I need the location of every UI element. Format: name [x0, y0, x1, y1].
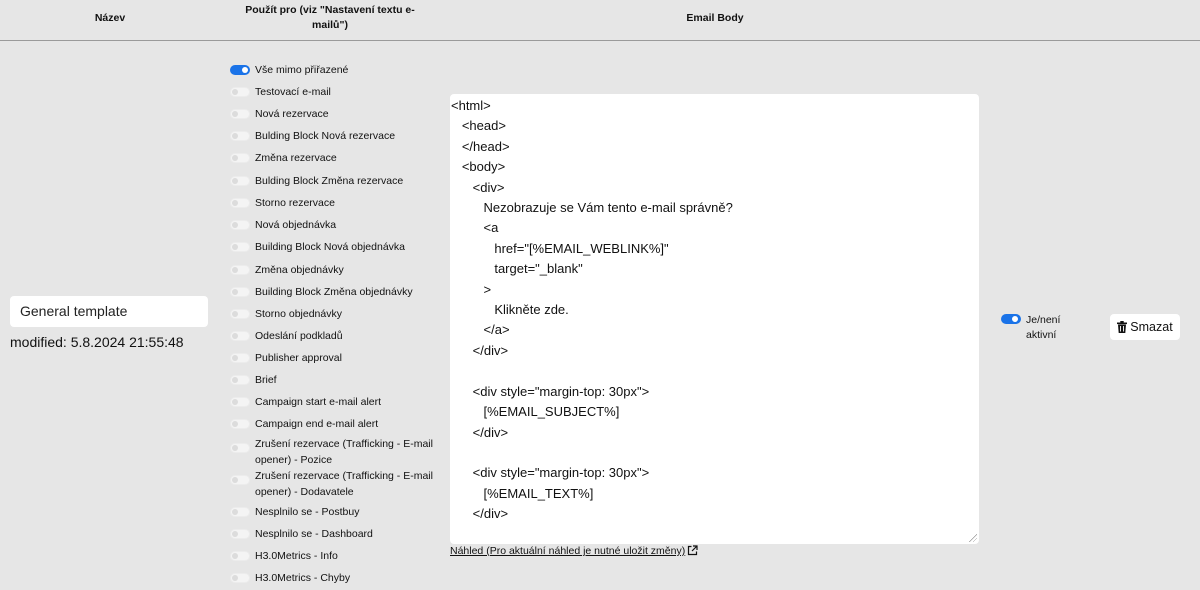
toggle-label: Building Block Nová objednávka	[255, 241, 406, 253]
toggle-switch[interactable]	[230, 419, 250, 429]
toggle-label: Odeslání podkladů	[255, 330, 343, 342]
toggle-label: Bulding Block Nová rezervace	[255, 130, 396, 142]
email-body-editor[interactable]	[450, 94, 979, 544]
toggle-label: Building Block Změna objednávky	[255, 286, 413, 298]
template-name-field[interactable]: General template	[10, 296, 208, 327]
toggle-switch[interactable]	[230, 242, 250, 252]
active-toggle-label: Je/není aktivní	[1026, 314, 1061, 341]
delete-button-label[interactable]: Smazat	[1130, 320, 1173, 334]
resize-handle[interactable]	[969, 534, 977, 542]
trash-icon	[1117, 316, 1127, 342]
active-switch[interactable]	[1001, 314, 1021, 324]
column-header-name: Název	[94, 12, 126, 24]
toggle-switch[interactable]	[230, 131, 250, 141]
preview-link[interactable]	[450, 545, 698, 559]
toggle-switch[interactable]	[230, 375, 250, 385]
toggle-label: Nesplnilo se - Dashboard	[255, 528, 373, 540]
toggle-label: Brief	[255, 374, 277, 386]
toggle-label: Zrušení rezervace (Trafficking - E-mail opener) - Pozice	[255, 438, 433, 466]
toggle-switch[interactable]	[230, 551, 250, 561]
toggle-switch[interactable]	[230, 573, 250, 583]
delete-button[interactable]	[1110, 314, 1180, 340]
toggle-switch[interactable]	[230, 87, 250, 97]
toggle-switch[interactable]	[230, 309, 250, 319]
toggle-label: Bulding Block Změna rezervace	[255, 175, 404, 187]
column-header-use-for: Použít pro (viz "Nastavení textu e-mailů")	[245, 4, 415, 31]
toggle-switch[interactable]	[230, 397, 250, 407]
toggle-label: Změna rezervace	[255, 152, 337, 164]
toggle-switch[interactable]	[230, 529, 250, 539]
toggle-switch[interactable]	[230, 176, 250, 186]
toggle-switch[interactable]	[230, 475, 250, 485]
toggle-switch[interactable]	[230, 153, 250, 163]
toggle-label: Campaign start e-mail alert	[255, 396, 382, 408]
toggle-label: Nová rezervace	[255, 108, 329, 120]
toggle-switch[interactable]	[230, 198, 250, 208]
table-header	[0, 0, 1200, 41]
modified-timestamp: modified: 5.8.2024 21:55:48	[10, 334, 184, 350]
toggle-label: Storno rezervace	[255, 197, 335, 209]
toggle-switch[interactable]	[230, 65, 250, 75]
external-link-icon	[687, 545, 698, 559]
toggle-label: Nesplnilo se - Postbuy	[255, 506, 360, 518]
toggle-switch[interactable]	[230, 220, 250, 230]
toggle-switch[interactable]	[230, 507, 250, 517]
toggle-label: Campaign end e-mail alert	[255, 418, 379, 430]
toggle-label: Zrušení rezervace (Trafficking - E-mail opener) - Dodavatele	[255, 470, 433, 498]
toggle-switch[interactable]	[230, 287, 250, 297]
toggle-label: Změna objednávky	[255, 264, 344, 276]
toggle-switch[interactable]	[230, 353, 250, 363]
toggle-label: Publisher approval	[255, 352, 342, 364]
toggle-switch[interactable]	[230, 443, 250, 453]
toggle-label: H3.0Metrics - Chyby	[255, 572, 351, 584]
toggle-switch[interactable]	[230, 331, 250, 341]
toggle-label: Storno objednávky	[255, 308, 342, 320]
preview-link-label[interactable]: Náhled (Pro aktuální náhled je nutné uložit změny)	[450, 545, 686, 557]
toggle-label: Vše mimo přiřazené	[255, 64, 349, 76]
toggle-label: Nová objednávka	[255, 219, 337, 231]
toggle-switch[interactable]	[230, 109, 250, 119]
column-header-email-body: Email Body	[686, 12, 744, 24]
toggle-label: Testovací e-mail	[255, 86, 331, 98]
email-body-textarea[interactable]: <html> <head> </head> <body> <div> Nezobrazuje se Vám tento e-mail správně? <a href="[%EMAIL_WEBLINK%]" target="_blank" > Klikněte zde. </a> </div> <div style="margin-top: 30px"> [%EMAIL_SUBJECT%] </div> <div style="margin-top: 30px"> [%EMAIL_TEXT%] </div>	[451, 98, 733, 522]
toggle-label: H3.0Metrics - Info	[255, 550, 338, 562]
toggle-switch[interactable]	[230, 265, 250, 275]
